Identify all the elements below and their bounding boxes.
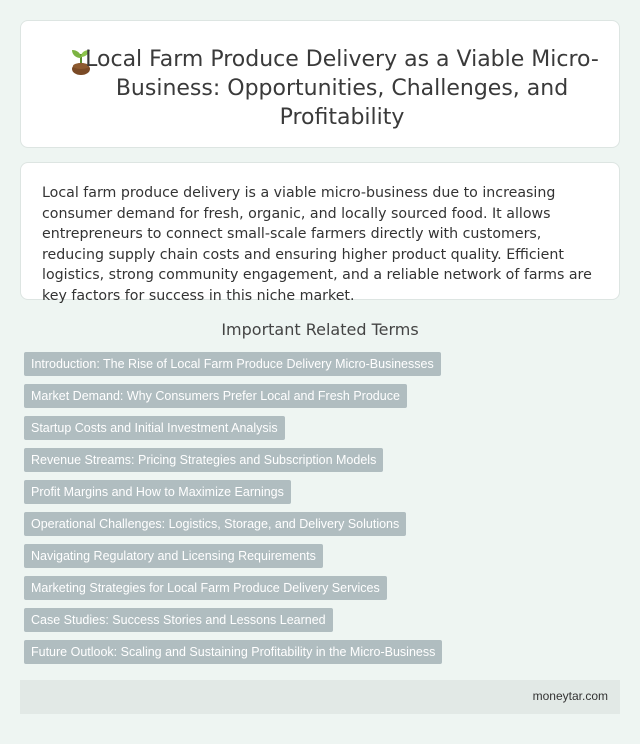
site-credit[interactable]: moneytar.com — [532, 689, 608, 703]
term-tag[interactable]: Profit Margins and How to Maximize Earnings — [24, 480, 291, 504]
term-tag[interactable]: Future Outlook: Scaling and Sustaining Profitability in the Micro-Business — [24, 640, 442, 664]
term-tag[interactable]: Revenue Streams: Pricing Strategies and Subscription Models — [24, 448, 383, 472]
page-title: Local Farm Produce Delivery as a Viable Micro-Business: Opportunities, Challenges, and Profitability — [85, 47, 599, 130]
term-tag[interactable]: Marketing Strategies for Local Farm Produce Delivery Services — [24, 576, 387, 600]
related-terms-list — [24, 352, 620, 672]
term-tag[interactable]: Operational Challenges: Logistics, Storage, and Delivery Solutions — [24, 512, 406, 536]
summary-text: Local farm produce delivery is a viable micro-business due to increasing consumer demand for fresh, organic, and locally sourced food. It allows entrepreneurs to connect small-scale farmers directly with customers, reducing supply chain costs and ensuring higher product quality. Efficient logistics, strong community engagement, and a reliable network of farms are key factors for success in this niche market. — [42, 185, 592, 304]
footer — [20, 680, 620, 714]
term-tag[interactable]: Introduction: The Rise of Local Farm Produce Delivery Micro-Businesses — [24, 352, 441, 376]
term-tag[interactable]: Market Demand: Why Consumers Prefer Local and Fresh Produce — [24, 384, 407, 408]
term-tag[interactable]: Startup Costs and Initial Investment Analysis — [24, 416, 285, 440]
term-tag[interactable]: Case Studies: Success Stories and Lessons Learned — [24, 608, 333, 632]
title-card — [20, 20, 620, 148]
term-tag[interactable]: Navigating Regulatory and Licensing Requirements — [24, 544, 323, 568]
summary-card — [20, 162, 620, 304]
related-terms-heading: Important Related Terms — [221, 320, 419, 339]
